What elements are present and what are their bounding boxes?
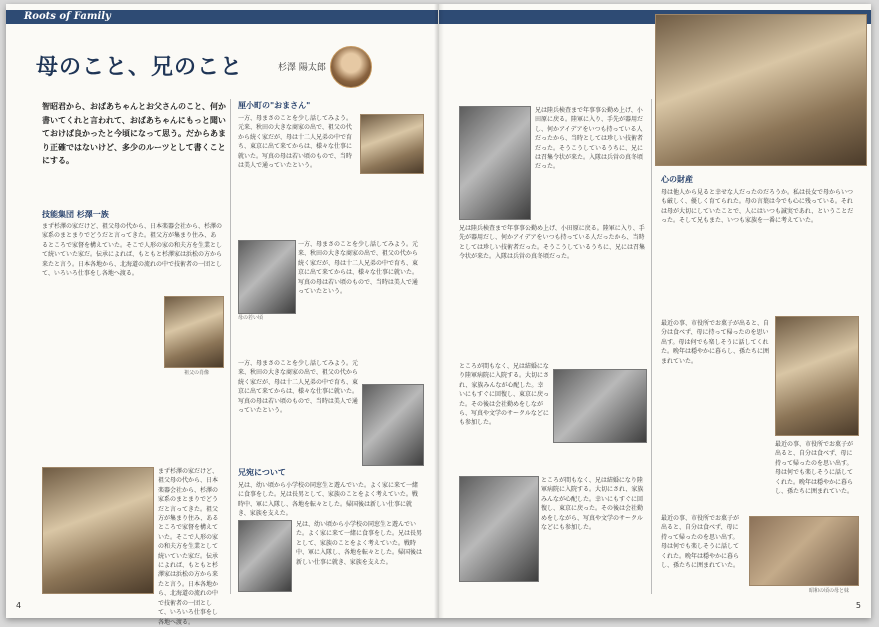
section-body-1-cont: まず杉澤の家だけど、祖父母の代から、日本楽器会社から、杉澤の家系のまとまりでどうだと言ってきた。祖父方が集まり住み、あるところで家督を構えていた。そこで人形の家の和夫方を生業として続いていた家だ。伝承によれば、もともと杉澤家は浜松の方から来たと言う。日本各地から、北海道の流れの中で技術者の一団として、いろいろ仕事をし各地へ渡る。 [158, 468, 219, 626]
standing-woman-photo [775, 316, 859, 436]
soldiers-photo [459, 106, 531, 220]
last-photo-caption: 昭和の頃の母と妹 [809, 588, 850, 594]
page-number-right: 5 [855, 601, 861, 610]
column-divider-right [651, 99, 652, 594]
section-body-7-cont: 最近の事、市役所でお菓子が出ると、自分は食べず、母に持って帰ったのを思い出す。母は何でも楽しそうに話してくれた。晩年は穏やかに暮らし、孫たちに囲まれていた。 [775, 441, 854, 496]
section-body-2-cont: 一方、母まさのことを少し話してみよう。元来、秋田の大きな商家の出で、祖父の代から続く家だが、母は十二人兄弟の中で育ち、東京に出て来てからは、様々な仕事に就いた。写真の母は若い頃のもので、当時は美人で通っていたという。 [298, 241, 419, 296]
page-number-left: 4 [16, 601, 22, 610]
section-heading-6: 心の財産 [661, 175, 693, 184]
section-body-7: 最近の事、市役所でお菓子が出ると、自分は食べず、母に持って帰ったのを思い出す。母は何でも楽しそうに話してくれた。晩年は穏やかに暮らし、孫たちに囲まれていた。 [661, 320, 770, 365]
section-heading-3: 兄宛について [238, 468, 286, 477]
section-body-3-cont: 兄は、幼い頃から小学校の同窓生と遊んでいた。よく家に来て一緒に食事をした。兄は長男として、家族のことをよく考えていた。戦時中、軍に入隊し、各地を転々とした。帰国後は新しい仕事に就き、家族を支えた。 [296, 521, 423, 566]
section-heading-1: 技能集団 杉澤一族 [42, 210, 109, 219]
building-photo [238, 520, 292, 592]
brother-photo [459, 476, 539, 582]
section-heading-2: 厘小町の"おまさん" [238, 101, 311, 110]
author-photo [330, 46, 372, 88]
family-photo [42, 467, 154, 594]
section-body-3: 兄は、幼い頃から小学校の同窓生と遊んでいた。よく家に来て一緒に食事をした。兄は長男として、家族のことをよく考えていた。戦時中、軍に入隊し、各地を転々とした。帰国後は新しい仕事に就き、家族を支えた。 [238, 482, 419, 518]
section-body-2-more: 一方、母まさのことを少し話してみよう。元来、秋田の大きな商家の出で、祖父の代から続く家だが、母は十二人兄弟の中で育ち、東京に出て来てからは、様々な仕事に就いた。写真の母は若い頃のもので、当時は美人で通っていたという。 [238, 360, 359, 415]
series-title: Roots of Family [14, 10, 121, 24]
mother-photo [360, 114, 424, 174]
section-body-1: まず杉澤の家だけど、祖父母の代から、日本楽器会社から、杉澤の家系のまとまりでどうだと言ってきた。祖父方が集まり住み、あるところで家督を構えていた。そこで人形の家の和夫方を生業として続いていた家だ。伝承によれば、もともと杉澤家は浜松の方から来たと言う。日本各地から、北海道の流れの中で技術者の一団として、いろいろ仕事をし各地へ渡る。 [42, 223, 223, 278]
deer-park-photo [655, 14, 867, 166]
author-name: 杉澤 陽太郎 [278, 63, 326, 73]
right-page [439, 4, 871, 618]
magazine-spread [6, 4, 871, 626]
spread-gutter [434, 4, 444, 618]
section-body-4: 兄は陸兵検査まで年事事公勤め上げ、小田原に戻る。陸軍に入り、手先が器用だし、何かアイデアをいつも持っている人だったから、当時としては珍しい技術者だった。そうこうしているうちに、兄には召集令状が来た。入隊は兵営の真冬頃だった。 [535, 107, 644, 171]
article-title: 母のこと、兄のこと [36, 55, 244, 80]
kimono-photo [362, 384, 424, 466]
left-page [6, 4, 438, 626]
mother-photo-caption: 母の若い頃 [238, 315, 264, 321]
column-divider [230, 99, 231, 594]
portrait-photo [164, 296, 224, 368]
portrait-caption: 祖父の肖像 [184, 370, 210, 376]
section-body-5: ところが間もなく、兄は結婚になり陸軍病院に入院する。大切にされ、家族みんなが心配した。幸いにもすぐに回復し、東京に戻った。その後は会社勤めをしながら、写真や文学のサークルなどにも参加した。 [459, 363, 550, 427]
section-body-7-more: 最近の事、市役所でお菓子が出ると、自分は食べず、母に持って帰ったのを思い出す。母は何でも楽しそうに話してくれた。晩年は穏やかに暮らし、孫たちに囲まれていた。 [661, 515, 740, 570]
mother-sister-photo [749, 516, 859, 586]
small-photo [238, 240, 296, 314]
section-body-4-cont: 兄は陸兵検査まで年事事公勤め上げ、小田原に戻る。陸軍に入り、手先が器用だし、何かアイデアをいつも持っている人だったから、当時としては珍しい技術者だった。そうこうしているうちに、兄には召集令状が来た。入隊は兵営の真冬頃だった。 [459, 225, 646, 261]
article-lead: 智昭君から、おばあちゃんとお父さんのこと、何か書いてくれと言われて、おばあちゃんにもっと聞いておけば良かったと今頃になって思う。だからあまり正確ではないけど、多少のルーツとして書くことにする。 [42, 102, 226, 165]
section-body-2: 一方、母まさのことを少し話してみよう。元来、秋田の大きな商家の出で、祖父の代から続く家だが、母は十二人兄弟の中で育ち、東京に出て来てからは、様々な仕事に就いた。写真の母は若い頃のもので、当時は美人で通っていたという。 [238, 115, 353, 170]
section-body-6: 母は他人から見ると幸せな人だったのだろうか。私は長女で母からいつも厳しく、優しく育てられた。母の言葉は今でも心に残っている。それは母が大切にしていたことで、人にはいつも誠実であれ、ということだった。そして兄もまた、いつも家族を一番に考えていた。 [661, 189, 854, 225]
group-photo [553, 369, 647, 443]
section-body-5-cont: ところが間もなく、兄は結婚になり陸軍病院に入院する。大切にされ、家族みんなが心配した。幸いにもすぐに回復し、東京に戻った。その後は会社勤めをしながら、写真や文学のサークルなどにも参加した。 [541, 477, 644, 532]
